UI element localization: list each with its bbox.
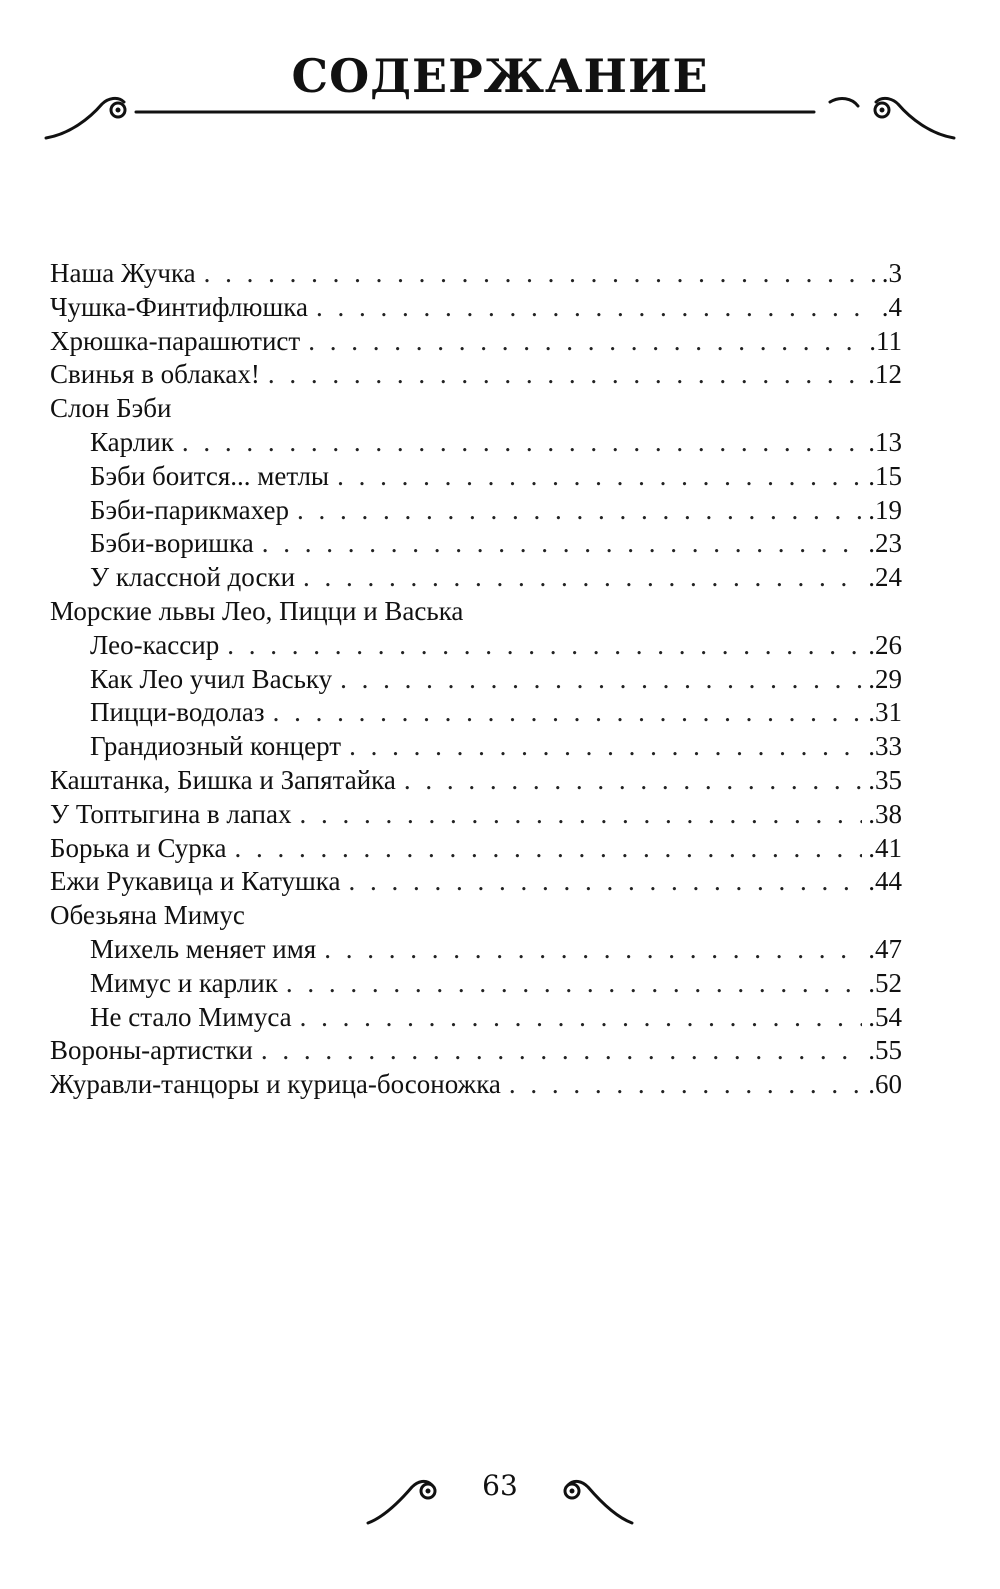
toc-entry-page: .44 xyxy=(868,866,902,897)
toc-dot-leader xyxy=(286,967,862,1001)
toc-entry[interactable] xyxy=(50,1068,902,1102)
toc-section-title: Слон Бэби xyxy=(50,393,172,424)
toc-entry-title: Борька и Сурка xyxy=(50,832,227,863)
toc-dot-leader xyxy=(268,358,862,392)
toc-dot-leader xyxy=(182,426,862,460)
toc-entry-title: Лео-кассир xyxy=(90,629,220,660)
toc-entry[interactable] xyxy=(50,494,902,528)
toc-entry-page: .24 xyxy=(868,562,902,593)
toc-entry-title: Бэби-воришка xyxy=(90,528,254,559)
toc-entry[interactable] xyxy=(50,325,902,359)
title-ornament-rule xyxy=(40,88,960,144)
toc-dot-leader xyxy=(324,933,862,967)
toc-entry-page: .12 xyxy=(868,359,902,390)
toc-entry-page: .29 xyxy=(868,663,902,694)
toc-section-heading xyxy=(50,899,902,933)
toc-entry-page: .26 xyxy=(868,629,902,660)
toc-entry-title: Не стало Мимуса xyxy=(90,1001,292,1032)
toc-entry-page: .11 xyxy=(869,325,902,356)
toc-section-heading xyxy=(50,392,902,426)
page-number: 63 xyxy=(482,1469,518,1502)
toc-entry-title: Каштанка, Бишка и Запятайка xyxy=(50,764,396,795)
toc-entry-title: У Топтыгина в лапах xyxy=(50,798,292,829)
toc-entry-page: .41 xyxy=(868,832,902,863)
toc-entry-page: .19 xyxy=(868,494,902,525)
toc-entry[interactable] xyxy=(50,460,902,494)
toc-entry[interactable] xyxy=(50,933,902,967)
toc-entry-title: У классной доски xyxy=(90,562,296,593)
toc-dot-leader xyxy=(404,764,862,798)
toc-dot-leader xyxy=(340,663,862,697)
toc-dot-leader xyxy=(262,527,862,561)
toc-entry[interactable] xyxy=(50,629,902,663)
toc-dot-leader xyxy=(235,832,863,866)
toc-entry-title: Хрюшка-парашютист xyxy=(50,325,301,356)
toc-entry[interactable] xyxy=(50,832,902,866)
toc-entry-title: Карлик xyxy=(90,426,174,457)
toc-entry[interactable] xyxy=(50,257,902,291)
toc-entry-page: .60 xyxy=(868,1069,902,1100)
toc-section-title: Морские львы Лео, Пицци и Васька xyxy=(50,595,464,626)
toc-entry-title: Свинья в облаках! xyxy=(50,359,260,390)
toc-entry[interactable] xyxy=(50,358,902,392)
toc-dot-leader xyxy=(204,257,876,291)
toc-entry-title: Вороны-артистки xyxy=(50,1035,253,1066)
toc-entry[interactable] xyxy=(50,561,902,595)
toc-entry-page: .31 xyxy=(868,697,902,728)
toc-entry[interactable] xyxy=(50,291,902,325)
toc-entry-title: Наша Жучка xyxy=(50,258,196,288)
toc-entry[interactable] xyxy=(50,696,902,730)
toc-dot-leader xyxy=(227,629,862,663)
toc-entry-page: .33 xyxy=(868,731,902,762)
toc-entry-page: .55 xyxy=(868,1035,902,1066)
toc-entry-title: Грандиозный концерт xyxy=(90,731,342,762)
toc-entry-title: Ежи Рукавица и Катушка xyxy=(50,866,341,897)
toc-dot-leader xyxy=(349,865,863,899)
toc-entry-page: .4 xyxy=(881,291,902,322)
toc-entry-title: Чушка-Финтифлюшка xyxy=(50,291,308,322)
page-footer xyxy=(360,1455,640,1535)
toc-entry-page: .47 xyxy=(868,933,902,964)
toc-dot-leader xyxy=(316,291,876,325)
toc-dot-leader xyxy=(337,460,862,494)
table-of-contents xyxy=(50,257,902,1102)
toc-entry-page: .38 xyxy=(868,798,902,829)
toc-entry[interactable] xyxy=(50,1034,902,1068)
toc-dot-leader xyxy=(299,798,862,832)
toc-dot-leader xyxy=(273,696,863,730)
toc-entry-title: Мимус и карлик xyxy=(90,967,278,998)
toc-entry[interactable] xyxy=(50,730,902,764)
toc-entry-title: Журавли-танцоры и курица-босоножка xyxy=(50,1069,501,1100)
toc-dot-leader xyxy=(300,1001,863,1035)
toc-entry-page: .23 xyxy=(868,528,902,559)
toc-entry-page: .3 xyxy=(881,258,902,288)
toc-entry-page: .35 xyxy=(868,764,902,795)
toc-entry[interactable] xyxy=(50,527,902,561)
toc-entry-title: Пицци-водолаз xyxy=(90,697,265,728)
toc-section-title: Обезьяна Мимус xyxy=(50,900,245,931)
toc-dot-leader xyxy=(261,1034,862,1068)
toc-entry-title: Как Лео учил Ваську xyxy=(90,663,333,694)
toc-entry[interactable] xyxy=(50,426,902,460)
toc-entry-page: .15 xyxy=(868,460,902,491)
toc-section-heading xyxy=(50,595,902,629)
toc-entry-page: .52 xyxy=(868,967,902,998)
toc-entry[interactable] xyxy=(50,798,902,832)
toc-entry[interactable] xyxy=(50,967,902,1001)
toc-dot-leader xyxy=(349,730,862,764)
toc-dot-leader xyxy=(308,325,863,359)
toc-entry-title: Бэби боится... метлы xyxy=(90,460,330,491)
toc-entry[interactable] xyxy=(50,865,902,899)
toc-entry[interactable] xyxy=(50,663,902,697)
toc-dot-leader xyxy=(297,494,862,528)
toc-entry-page: .13 xyxy=(868,426,902,457)
toc-dot-leader xyxy=(303,561,862,595)
toc-entry[interactable] xyxy=(50,1001,902,1035)
page-title: СОДЕРЖАНИЕ xyxy=(291,49,709,103)
toc-entry-title: Бэби-парикмахер xyxy=(90,494,289,525)
toc-dot-leader xyxy=(509,1068,862,1102)
toc-entry[interactable] xyxy=(50,764,902,798)
toc-entry-title: Михель меняет имя xyxy=(90,933,317,964)
toc-entry-page: .54 xyxy=(868,1001,902,1032)
